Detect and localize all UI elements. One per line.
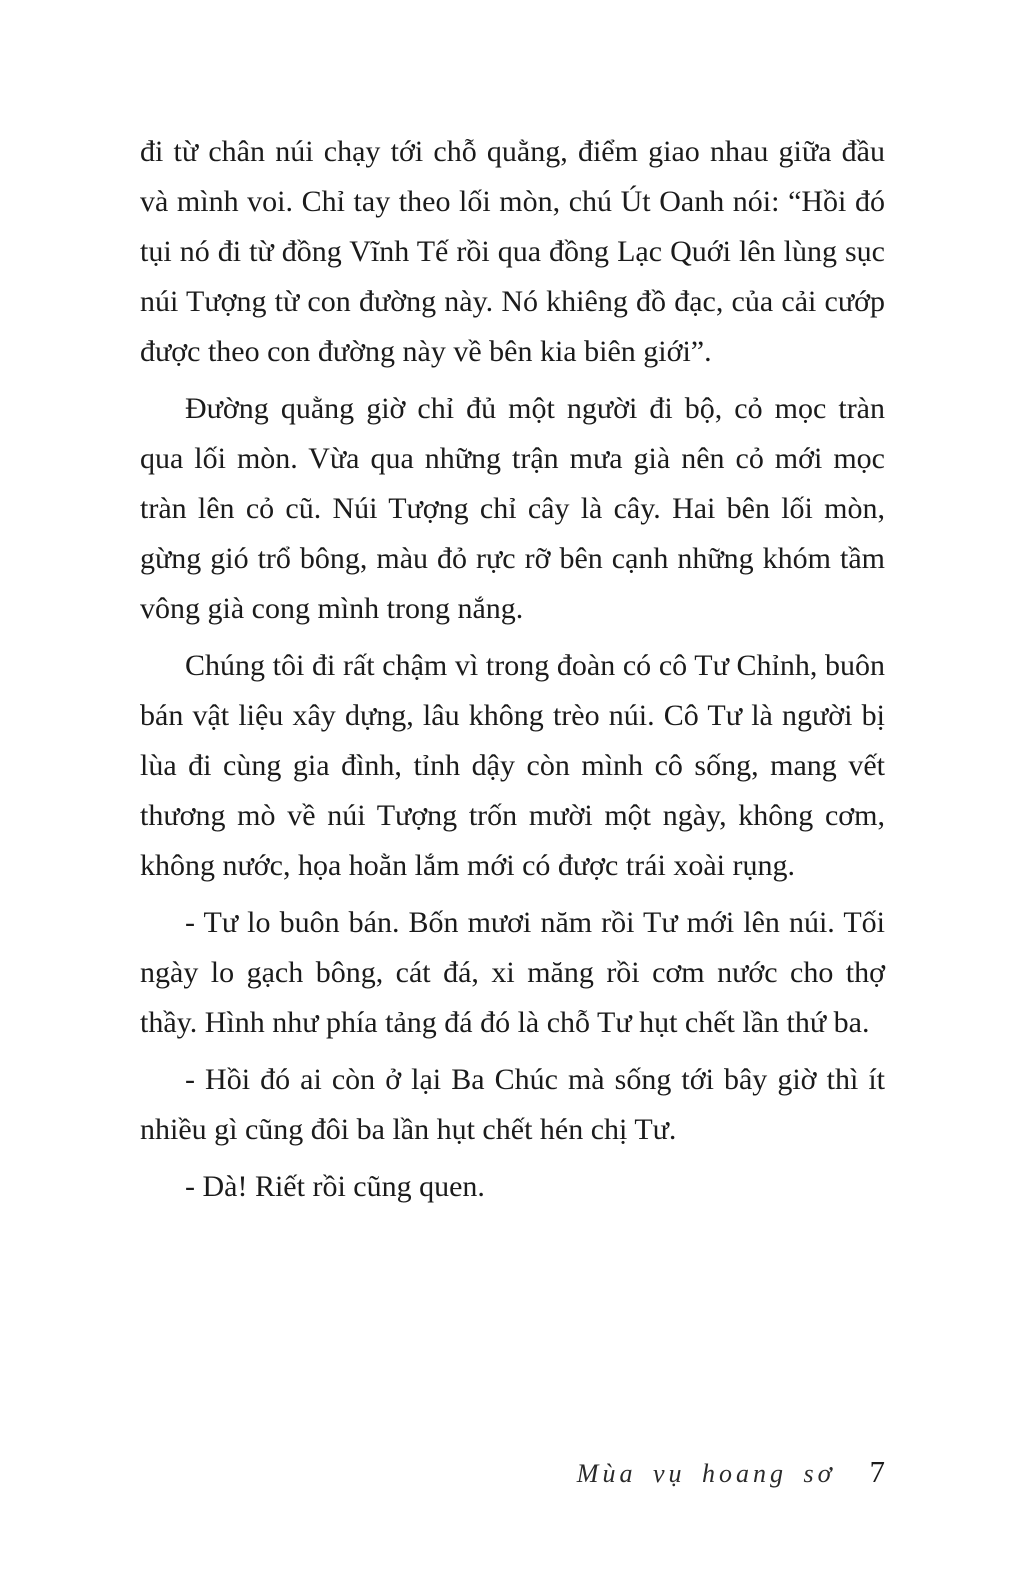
paragraph: - Dà! Riết rồi cũng quen. bbox=[185, 1170, 485, 1203]
page-footer bbox=[577, 1456, 885, 1490]
paragraph: Chúng tôi đi rất chậm vì trong đoàn có cô Tư Chỉnh, buôn bán vật liệu xây dựng, lâu không trèo núi. Cô Tư là người bị lùa đi cùng gia đình, tỉnh dậy còn mình cô sống, mang vết thương mò về núi Tượng trốn mười một ngày, không cơm, không nước, họa hoằn lắm mới có được trái xoài rụng. bbox=[140, 649, 885, 882]
paragraph: - Tư lo buôn bán. Bốn mươi năm rồi Tư mới lên núi. Tối ngày lo gạch bông, cát đá, xi măng rồi cơm nước cho thợ thầy. Hình như phía tảng đá đó là chỗ Tư hụt chết lần thứ ba. bbox=[140, 906, 885, 1039]
paragraph: - Hồi đó ai còn ở lại Ba Chúc mà sống tới bây giờ thì ít nhiều gì cũng đôi ba lần hụt chết hén chị Tư. bbox=[140, 1063, 885, 1146]
paragraph: đi từ chân núi chạy tới chỗ quằng, điểm giao nhau giữa đầu và mình voi. Chỉ tay theo lối mòn, chú Út Oanh nói: “Hồi đó tụi nó đi từ đồng Vĩnh Tế rồi qua đồng Lạc Quới lên lùng sục núi Tượng từ con đường này. Nó khiêng đồ đạc, của cải cướp được theo con đường này về bên kia biên giới”. bbox=[140, 135, 885, 368]
running-title: Mùa vụ hoang sơ bbox=[576, 1459, 836, 1488]
page-number: 7 bbox=[869, 1454, 885, 1489]
paragraph: Đường quằng giờ chỉ đủ một người đi bộ, cỏ mọc tràn qua lối mòn. Vừa qua những trận mưa già nên cỏ mới mọc tràn lên cỏ cũ. Núi Tượng chỉ cây là cây. Hai bên lối mòn, gừng gió trổ bông, màu đỏ rực rỡ bên cạnh những khóm tầm vông già cong mình trong nắng. bbox=[140, 392, 885, 625]
text-block bbox=[140, 127, 885, 1219]
